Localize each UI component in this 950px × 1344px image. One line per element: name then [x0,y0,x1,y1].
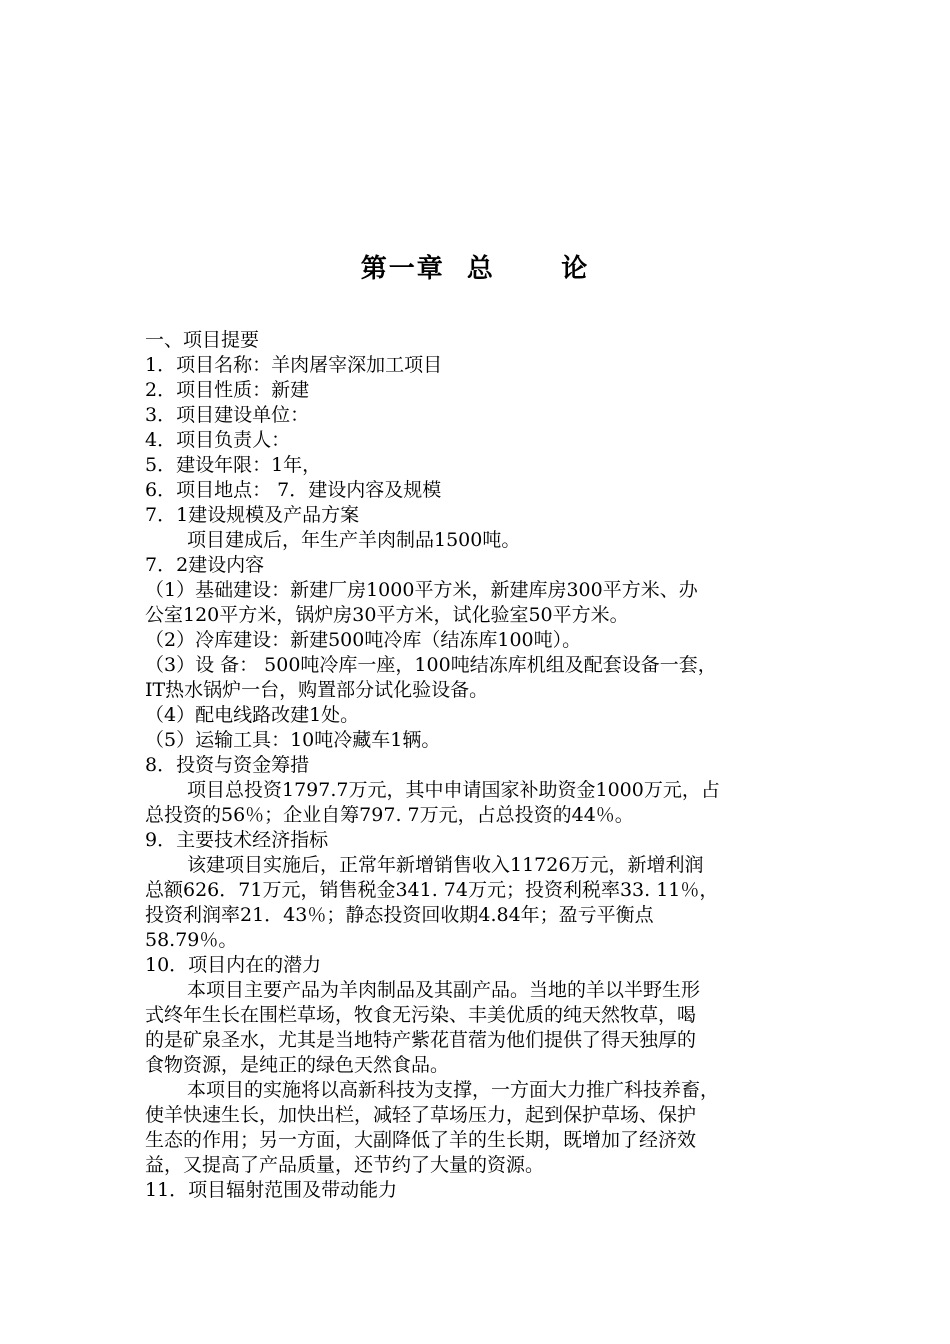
text-line: 6．项目地点： 7．建设内容及规模 [145,479,442,501]
paragraph-line: 本项目主要产品为羊肉制品及其副产品。当地的羊以半野生形 [187,979,701,1001]
text-line: 58.79％。 [145,929,238,951]
text-line: 2．项目性质：新建 [145,379,310,401]
text-line: 总额626．71万元，销售税金341. 74万元；投资利税率33. 11％， [145,879,719,901]
text-line: 5．建设年限：1年， [145,454,322,476]
text-line: 式终年生长在围栏草场，牧食无污染、丰美优质的纯天然牧草，喝 [145,1004,697,1026]
text-line: 7．1建设规模及产品方案 [145,504,360,526]
text-line: （5）运输工具：10吨冷藏车1辆。 [145,729,441,751]
text-line: 7．2建设内容 [145,554,265,576]
text-line: 1．项目名称：羊肉屠宰深加工项目 [145,354,443,376]
text-line: 8．投资与资金筹措 [145,754,310,776]
section-heading: 一、项目提要 [145,329,260,351]
text-line: （4）配电线路改建1处。 [145,704,360,726]
text-line: 使羊快速生长，加快出栏，减轻了草场压力，起到保护草场、保护 [145,1104,697,1126]
text-line: 9．主要技术经济指标 [145,829,329,851]
text-line: 益，又提高了产品质量，还节约了大量的资源。 [145,1154,545,1176]
text-line: 10．项目内在的潜力 [145,954,322,976]
text-line: 4．项目负责人： [145,429,291,451]
text-line: 11．项目辐射范围及带动能力 [145,1179,398,1201]
text-line: 生态的作用；另一方面，大副降低了羊的生长期，既增加了经济效 [145,1129,697,1151]
text-line: 食物资源，是纯正的绿色天然食品。 [145,1054,450,1076]
text-line: 3．项目建设单位： [145,404,310,426]
document-body [145,328,810,1203]
text-line: IT热水锅炉一台，购置部分试化验设备。 [145,679,489,701]
paragraph-line: 项目总投资1797.7万元，其中申请国家补助资金1000万元，占 [187,779,720,801]
text-line: （1）基础建设：新建厂房1000平方米，新建库房300平方米、办 [145,579,698,601]
chapter-title: 第一章 总 论 [360,254,590,284]
paragraph-line: 本项目的实施将以高新科技为支撑，一方面大力推广科技养畜， [187,1079,720,1101]
text-line: 投资利润率21．43％；静态投资回收期4.84年；盈亏平衡点 [145,904,654,926]
text-line: 总投资的56％；企业自筹797. 7万元，占总投资的44％。 [145,804,634,826]
text-line: （3）设 备： 500吨冷库一座，100吨结冻库机组及配套设备一套， [145,654,717,676]
paragraph-line: 项目建成后，年生产羊肉制品1500吨。 [187,529,521,551]
text-line: 的是矿泉圣水，尤其是当地特产紫花苜蓿为他们提供了得天独厚的 [145,1029,697,1051]
text-line: 公室120平方米，锅炉房30平方米，试化验室50平方米。 [145,604,629,626]
text-line: （2）冷库建设：新建500吨冷库（结冻库100吨）。 [145,629,582,651]
paragraph-line: 该建项目实施后，正常年新增销售收入11726万元，新增利润 [187,854,704,876]
